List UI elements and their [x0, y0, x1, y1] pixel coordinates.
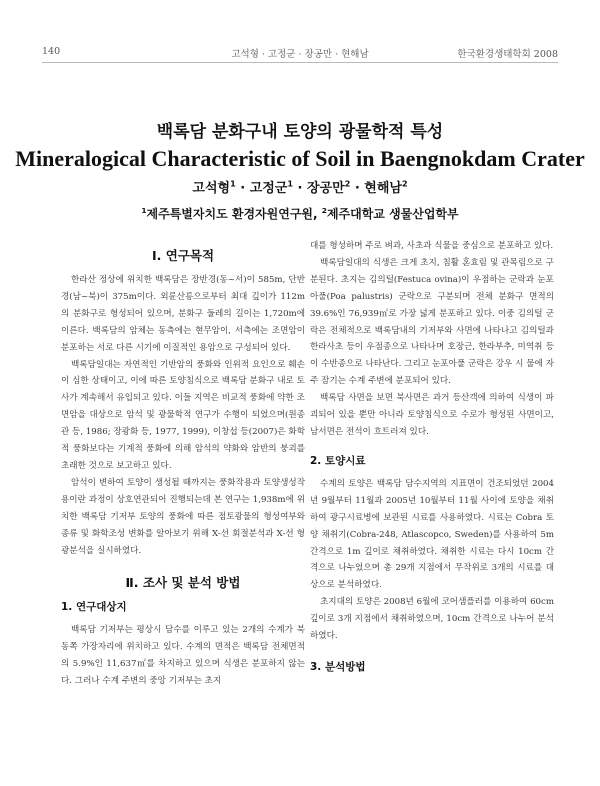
author-name: 고석형 — [192, 181, 231, 196]
author-separator: · — [350, 181, 365, 196]
header-authors: 고석형 · 고정군 · 장공만 · 현해남 — [231, 49, 369, 60]
affiliations — [0, 205, 600, 222]
title-korean: 백록담 분화구내 토양의 광물학적 특성 — [156, 122, 444, 142]
paragraph: 백록담일대는 자연적인 기반암의 풍화와 인위적 요인으로 훼손이 심한 상태이고, 이에 따른 토양침식으로 백록담 분화구 내로 토사가 계속해서 유입되고 있다. 이들 지역은 비교적 풍화에 약한 조면암을 대상으로 암석 및 광물학적 연구가 수행이 되었으며(원종관 등, 1986; 장광화 등, 1977, 1999), 이창섭 등(2007)은 화학적 풍화보다는 기계적 풍화에 의해 암석의 약화와 암반의 붕괴를 초래한 것으로 보고하고 있다. — [61, 359, 305, 471]
paragraph: 암석이 변하여 토양이 생성될 때까지는 풍화작용과 토양생성작용이란 과정이 상호연관되어 진행되는데 본 연구는 1,938m에 위치한 백록담 기저부 토양의 풍화에 따른 점토광물의 형성여부와 종류 및 화학조성 변화를 알아보기 위해 X-선 회절분석과 X-선 형광분석을 실시하였다. — [61, 477, 305, 556]
paragraph: 백록담 기저부는 평상시 담수를 이루고 있는 2개의 수계가 북동쪽 가장자리에 위치하고 있다. 수계의 면적은 백록담 전체면적의 5.9%인 11,637㎡를 차지하고 있으며 식생은 분포하지 않는다. 그러나 수계 주변의 중앙 기저부는 초지 — [61, 625, 305, 687]
title-english: Mineralogical Characteristic of Soil in Baengnokdam Crater — [15, 146, 585, 171]
subsection-heading: 2. 토양시료 — [310, 454, 366, 467]
paragraph: 백록담일대의 식생은 크게 초지, 침활 혼효림 및 관목림으로 구분된다. 초지는 김의털(Festuca ovina)이 우점하는 군락과 눈포아풀(Poa palustris) 군락으로 구분되며 전체 분화구 면적의 39.6%인 76,939㎡로 가장 넓게 분포하고 있다. 이중 김의털 군락은 전체적으로 백록담내의 기저부와 사면에 나타나고 김의털과 한라사초 등이 우점종으로 나타나며 호장근, 한라부추, 미역취 등이 수반종으로 나타난다. 그리고 눈포아풀 군락은 강우 시 물에 자주 잠기는 수계 주변에 분포되어 있다. — [310, 257, 554, 387]
affiliation-mark: 1 — [230, 179, 236, 189]
author-name: 고정군 — [249, 181, 288, 196]
paragraph: 한라산 정상에 위치한 백록담은 장반경(동~서)이 585m, 단반경(남~북)이 375m이다. 외륜산릉으로부터 최대 깊이가 112m의 분화구로 형성되어 있으며, 분화구 둘레의 길이는 1,720m에 이른다. 백록담의 암체는 동측에는 현무암이, 서측에는 조면암이 분포하는 서로 다른 시기에 이질적인 용암으로 구성되어 있다. — [61, 275, 305, 353]
paragraph: 대를 형성하며 주로 벼과, 사초과 식물을 중심으로 분포하고 있다. — [310, 241, 554, 251]
affiliation-mark: 2 — [401, 179, 408, 189]
affiliation-1: 제주특별자치도 환경자원연구원, — [146, 207, 322, 221]
left-column — [61, 238, 305, 690]
section-heading: Ⅱ. 조사 및 분석 방법 — [125, 575, 241, 591]
author-name: 현해남 — [364, 181, 402, 196]
section-heading: Ⅰ. 연구목적 — [151, 248, 215, 263]
subsection-heading: 1. 연구대상지 — [61, 601, 127, 614]
header-journal: 한국환경생태학회 2008 — [457, 49, 558, 60]
right-column — [310, 238, 554, 682]
paragraph: 수계의 토양은 백록담 담수지역의 지표면이 건조되었던 2004년 9월부터 11월과 2005년 10월부터 11월 사이에 토양을 채취하여 광구시료병에 보관된 시료를 사용하였다. 시료는 Cobra 토양 채취기(Cobra-248, Atlascopco, Sweden)를 사용하여 5m 간격으로 1m 깊이로 채취하였다. 채취한 시료는 다시 10cm 간격으로 나누었으며 총 29개 지점에서 무작위로 3개의 시료를 대상으로 분석하였다. — [310, 478, 554, 591]
affiliation-2: 제주대학교 생물산업학부 — [326, 207, 459, 221]
subsection-heading: 3. 분석방법 — [310, 660, 366, 673]
running-header — [42, 46, 558, 63]
affiliation-mark: 2 — [344, 179, 351, 189]
page-number: 140 — [42, 46, 61, 57]
affiliation-mark: 1 — [141, 206, 147, 215]
author-separator: · — [293, 181, 307, 196]
author-separator: · — [235, 181, 250, 196]
paragraph: 백록담 사면을 보면 북사면은 과거 등산객에 의하여 식생이 파괴되어 있을 뿐만 아니라 토양침식으로 수로가 형성된 사면이고, 남서면은 전석이 흐트러져 있다. — [310, 393, 554, 437]
affiliation-mark: 1 — [287, 179, 293, 189]
paragraph: 초지대의 토양은 2008년 6월에 코어샘플러를 이용하여 60cm 깊이로 3개 지점에서 채취하였으며, 10cm 간격으로 나누어 분석하였다. — [310, 597, 554, 642]
author-name: 장공만 — [307, 181, 345, 196]
affiliation-mark: 2 — [321, 206, 327, 215]
author-list — [0, 177, 600, 196]
